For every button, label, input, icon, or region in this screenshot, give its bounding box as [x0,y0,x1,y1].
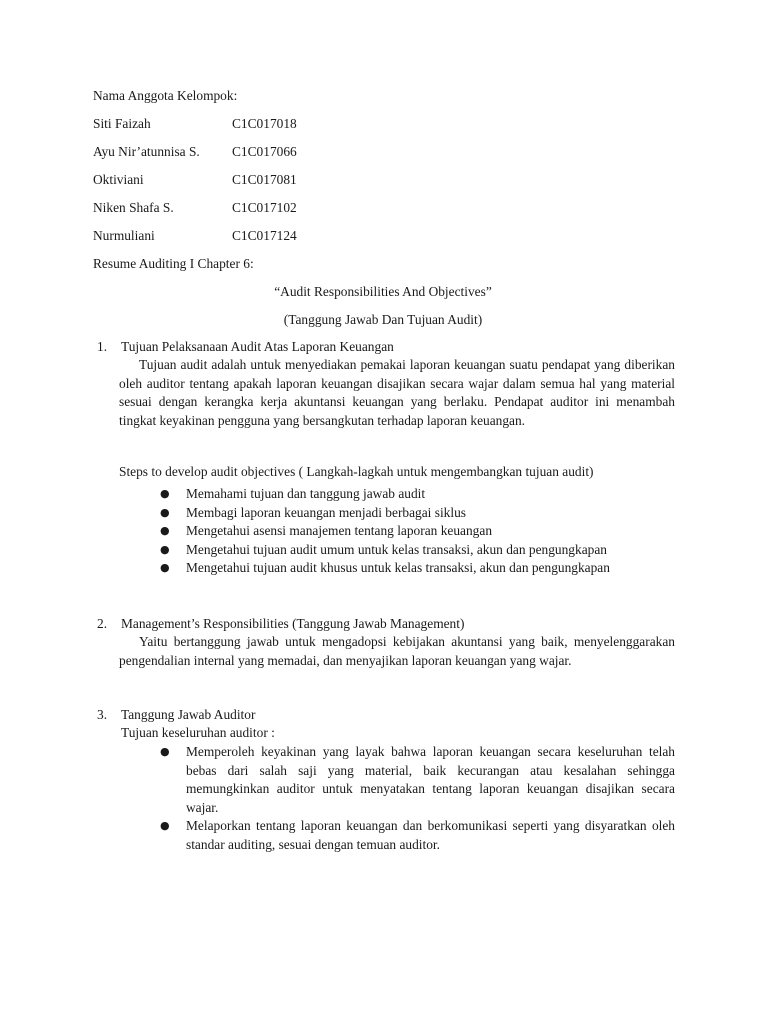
member-name: Niken Shafa S. [93,200,174,215]
section-number: 3. [97,707,108,722]
document-title: “Audit Responsibilities And Objectives” [274,284,492,299]
list-item: ● Mengetahui tujuan audit umum untuk kelas transaksi, akun dan pengungkapan [160,541,675,560]
member-nim: C1C017018 [232,116,297,131]
member-nim: C1C017102 [232,200,297,215]
section-title: Management’s Responsibilities (Tanggung Jawab Management) [121,616,465,631]
list-item: ● Memahami tujuan dan tanggung jawab audit [160,485,675,504]
list-item: ● Melaporkan tentang laporan keuangan dan berkomunikasi seperti yang disyaratkan oleh standar auditing, sesuai dengan temuan auditor. [160,818,675,852]
member-name: Nurmuliani [93,228,155,243]
member-nim: C1C017081 [232,172,297,187]
section-paragraph: Yaitu bertanggung jawab untuk mengadopsi kebijakan akuntansi yang baik, menyelenggarakan pengendalian internal yang memadai, dan menyajikan laporan keuangan yang wajar. [119,634,675,668]
member-nim: C1C017066 [232,144,297,159]
steps-label: Steps to develop audit objectives ( Langkah-lagkah untuk mengembangkan tujuan audit) [119,464,594,479]
bullet-icon: ● [160,524,170,537]
bullet-icon: ● [160,542,170,556]
bullet-icon: ● [160,561,170,574]
section-paragraph: Tujuan audit adalah untuk menyediakan pemakai laporan keuangan suatu pendapat yang diberikan oleh auditor tentang apakah laporan keuangan disajikan secara wajar dalam semua hal yang material sesuai dengan kerangka kerja akuntansi keuangan yang berlaku. Pendapat auditor ini menambah tingkat keyakinan pengguna yang bersangkutan terhadap laporan keuangan. [119,357,675,428]
list-item: ● Memperoleh keyakinan yang layak bahwa laporan keuangan secara keseluruhan telah bebas dari salah saji yang material, baik kecurangan atau kesalahan sehingga memungkinkan auditor untuk menyatakan tentang laporan keuangan disajikan secara wajar. [160,744,675,815]
section-number: 2. [97,616,108,631]
member-name: Siti Faizah [93,116,151,131]
list-item: ● Membagi laporan keuangan menjadi berbagai siklus [160,504,675,523]
member-name: Ayu Nir’atunnisa S. [93,144,200,159]
member-nim: C1C017124 [232,228,297,243]
member-name: Oktiviani [93,172,144,187]
section-title: Tujuan Pelaksanaan Audit Atas Laporan Keuangan [121,339,394,354]
list-item: ● Mengetahui asensi manajemen tentang laporan keuangan [160,522,675,541]
bullet-icon: ● [160,505,170,519]
bullet-icon: ● [160,819,170,832]
section-sublabel: Tujuan keseluruhan auditor : [121,725,275,740]
document-subtitle: (Tanggung Jawab Dan Tujuan Audit) [283,312,483,327]
steps-list [160,485,675,578]
resume-label: Resume Auditing I Chapter 6: [93,256,254,271]
auditor-objectives-list [160,743,675,854]
bullet-icon: ● [160,487,170,500]
members-label: Nama Anggota Kelompok: [93,88,238,103]
bullet-icon: ● [160,745,170,758]
section-title: Tanggung Jawab Auditor [121,707,256,722]
list-item: ● Mengetahui tujuan audit khusus untuk kelas transaksi, akun dan pengungkapan [160,559,675,578]
section-number: 1. [97,339,108,354]
